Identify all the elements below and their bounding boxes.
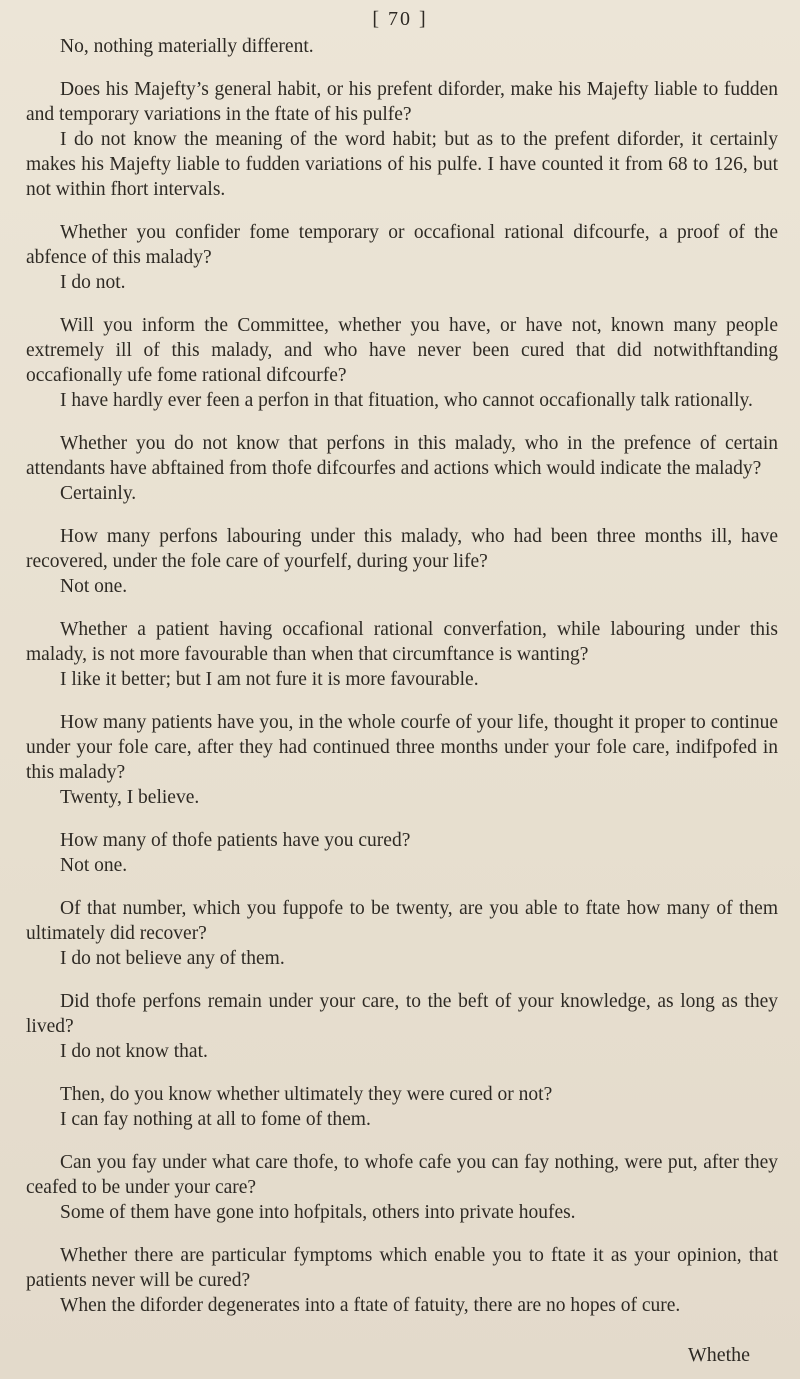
qa-block — [26, 220, 778, 295]
question: Of that number, which you fuppofe to be twenty, are you able to ftate how many of them ultimately did recover? — [26, 898, 778, 944]
question: Whether there are particular fymptoms which enable you to ftate it as your opinion, that patients never will be cured? — [26, 1245, 778, 1291]
question: Does his Majefty’s general habit, or his prefent diforder, make his Majefty liable to fudden and temporary variations in the ftate of his pulfe? — [26, 79, 778, 125]
question: Whether you confider fome temporary or occafional rational difcourfe, a proof of the abfence of this malady? — [26, 222, 778, 268]
answer: I do not know that. — [60, 1041, 208, 1062]
qa-block — [26, 1150, 778, 1225]
question: Will you inform the Committee, whether you have, or have not, known many people extremely ill of this malady, and who have never been cured that did notwithftanding occafionally ufe fome rational difcourfe? — [26, 315, 778, 386]
question: Did thofe perfons remain under your care, to the beft of your knowledge, as long as they lived? — [26, 991, 778, 1037]
answer: I do not. — [60, 272, 126, 293]
answer: I can fay nothing at all to fome of them. — [60, 1109, 371, 1130]
question: How many perfons labouring under this malady, who had been three months ill, have recovered, under the fole care of yourfelf, during your life? — [26, 526, 778, 572]
question: No, nothing materially different. — [60, 36, 314, 57]
answer: I have hardly ever feen a perfon in that fituation, who cannot occafionally talk rationally. — [60, 390, 753, 411]
answer: I do not know the meaning of the word habit; but as to the prefent diforder, it certainly makes his Majefty liable to fudden variations of his pulfe. I have counted it from 68 to 126, but not within fhort intervals. — [26, 129, 778, 200]
qa-block — [26, 34, 778, 59]
page-number: [ 70 ] — [372, 8, 428, 30]
qa-block — [26, 524, 778, 599]
question: How many of thofe patients have you cured? — [60, 830, 411, 851]
qa-block — [26, 828, 778, 878]
answer: Not one. — [60, 576, 128, 597]
answer: I do not believe any of them. — [60, 948, 285, 969]
body-text — [26, 34, 778, 1336]
question: Then, do you know whether ultimately they were cured or not? — [60, 1084, 553, 1105]
answer: I like it better; but I am not fure it is more favourable. — [60, 669, 479, 690]
qa-block — [26, 989, 778, 1064]
qa-block — [26, 1243, 778, 1318]
qa-block — [26, 313, 778, 413]
answer: When the diforder degenerates into a ftate of fatuity, there are no hopes of cure. — [60, 1295, 681, 1316]
question: Whether a patient having occafional rational converfation, while labouring under this malady, is not more favourable than when that circumftance is wanting? — [26, 619, 778, 665]
answer: Some of them have gone into hofpitals, others into private houfes. — [60, 1202, 576, 1223]
catchword: Whethe — [687, 1344, 750, 1366]
qa-block — [26, 1082, 778, 1132]
answer: Certainly. — [60, 483, 137, 504]
answer: Twenty, I believe. — [60, 787, 200, 808]
answer: Not one. — [60, 855, 128, 876]
question: Can you fay under what care thofe, to whofe cafe you can fay nothing, were put, after they ceafed to be under your care? — [26, 1152, 778, 1198]
question: Whether you do not know that perfons in this malady, who in the prefence of certain attendants have abftained from thofe difcourfes and actions which would indicate the malady? — [26, 433, 778, 479]
qa-block — [26, 431, 778, 506]
question: How many patients have you, in the whole courfe of your life, thought it proper to continue under your fole care, after they had continued three months under your fole care, indifpofed in this malady? — [26, 712, 778, 783]
qa-block — [26, 77, 778, 202]
qa-block — [26, 896, 778, 971]
qa-block — [26, 617, 778, 692]
qa-block — [26, 710, 778, 810]
